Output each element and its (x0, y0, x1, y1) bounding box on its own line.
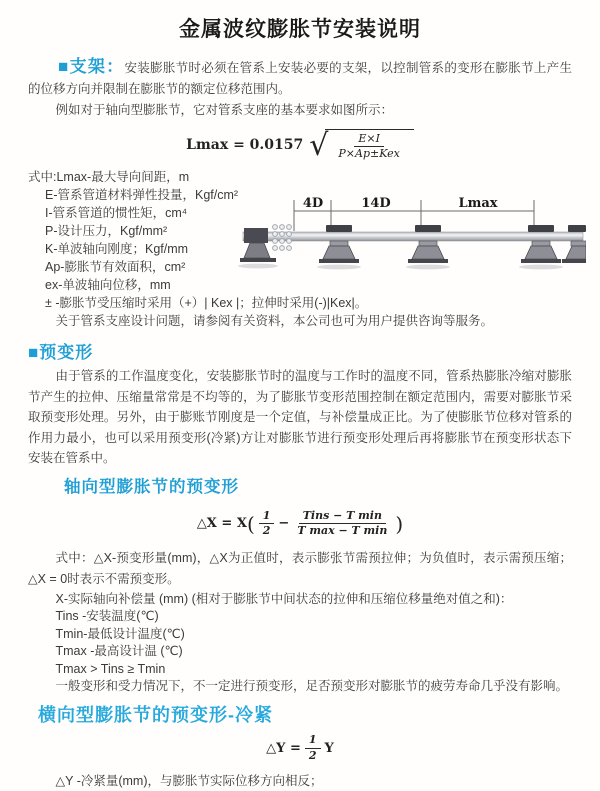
pipe-guide-support (519, 225, 563, 269)
definition-item: I-管系管道的惯性矩，cm⁴ (45, 206, 188, 220)
lmax-fraction (334, 132, 403, 162)
support-intro-paragraph (28, 56, 572, 100)
pipe-support-diagram-svg (238, 192, 586, 294)
lmax-formula-lhs: Lmax = 0.0157 (186, 137, 304, 153)
dx-formula-lhs: △X = X (196, 516, 247, 531)
axial-line: Tmax -最高设计温 (℃) (55, 644, 183, 659)
pipe-guide-support (406, 225, 450, 269)
dy-half-denominator: 2 (308, 748, 317, 762)
sqrt-radical (309, 129, 414, 162)
lmax-fraction-numerator: E×I (354, 132, 384, 147)
temp-fraction-denominator: T max − T min (297, 524, 388, 537)
axial-predeform-formula (28, 502, 572, 546)
support-note: 关于管系支座设计问题，请参阅有关资料，本公司也可为用户提供咨询等服务。 (55, 314, 494, 328)
page-title: 金属波纹膨胀节安装说明 (179, 18, 421, 41)
dx-explanation: 式中：△X-预变形量(mm)，△X为正值时，表示膨张节需预拉伸；为负值时，表示需预压缩；△X = 0时表示不需预变形。 (28, 550, 572, 586)
support-section-heading: ■支架： (58, 57, 125, 76)
axial-definition-lines (28, 591, 572, 697)
pipe-guide-support (562, 225, 586, 263)
definitions-and-diagram (28, 168, 572, 294)
support-intro-text: 安装膨胀节时必须在管系上安装必要的支架，以控制管系的变形在膨胀节上产生的位移方向并限制在膨胀节的额定位移范围内。 (28, 61, 572, 96)
axial-line: Tins -安装温度(℃) (55, 609, 159, 624)
definition-item: E-管系管道材料弹性投量，Kgf/cm² (45, 188, 239, 202)
axial-predeform-heading: 轴向型膨胀节的预变形 (64, 477, 239, 496)
dy-half-numerator: 1 (305, 733, 321, 748)
dy-definition-line: △Y -冷紧量(mm)，与膨胀节实际位移方向相反； (55, 774, 323, 789)
temp-fraction-numerator: Tins − T min (299, 509, 386, 524)
dim-label-4d: 4D (302, 196, 324, 211)
predeform-section-heading: ■预变形 (28, 343, 94, 362)
axial-line: Tmax > Tins ≥ Tmin (55, 661, 166, 676)
definition-item: ex-单波轴向位移，mm (45, 278, 171, 292)
lateral-predeform-heading: 横向型膨胀节的预变形-冷紧 (38, 705, 273, 726)
temperature-fraction (293, 509, 391, 539)
pipe-guide-support (317, 225, 361, 269)
predeform-body: 由于管系的工作温度变化，安装膨胀节时的温度与工作时的温度不同，管系热膨胀冷缩对膨胀节产生的拉伸、压缩量常常是不均等的，为了膨胀节变形范围控制在额定范围内，需要对膨胀节采取预变形处理。另外，由于膨账节刚度是一个定值，与补偿量成正比。为了使膨胀节位移对管系的作用力最小，也可以采用预变形(冷紧)方让对膨胀节进行预变形处理后再将膨胀节在预变形状态下安装在管系中。 (28, 369, 572, 465)
half-numerator: 1 (259, 509, 275, 524)
dy-formula-rhs: Y (324, 740, 334, 756)
sqrt-sign: √ (309, 128, 329, 164)
axial-line: Tmin-最低设计温度(℃) (55, 626, 185, 641)
dim-label-lmax: Lmax (458, 196, 498, 211)
sqrt-body (325, 129, 413, 162)
definition-item: P-设计压力，Kgf/mm² (45, 224, 168, 238)
definition-item: Ap-膨胀节有效面积，cm² (45, 260, 186, 274)
dy-formula-lhs: △Y = (266, 740, 301, 756)
close-paren: ) (395, 511, 404, 536)
definition-item: 式中:Lmax-最大导向间距，m (28, 170, 190, 184)
half-denominator: 2 (262, 524, 271, 537)
document-page (0, 13, 600, 791)
plus-minus-note: ± -膨胀节受压缩时采用（+）| Kex |；拉伸时采用(-)|Kex|。 (45, 296, 368, 310)
lmax-formula (28, 123, 572, 167)
pipe-support-diagram (238, 192, 586, 294)
one-half-fraction (259, 509, 275, 539)
minus-sign: − (278, 516, 290, 531)
support-example-line: 例如对于轴向型膨胀节，它对管系支座的基本要求如图所示： (55, 103, 394, 117)
dy-one-half-fraction (305, 733, 321, 763)
lateral-predeform-formula (28, 729, 572, 767)
definition-item: K-单波轴向刚度；Kgf/mm (45, 242, 189, 256)
axial-line: X-实际轴向补偿量 (mm) (相对于膨胀节中间状态的拉伸和压缩位移量绝对值之和)： (55, 591, 513, 606)
lmax-fraction-denominator: P×Ap±Kex (338, 147, 400, 160)
open-paren: ( (246, 511, 255, 536)
dim-label-14d: 14D (361, 196, 391, 211)
axial-line: 一般变形和受力情况下，不一定进行预变形，足否预变形对膨胀节的疲劳寿命几乎没有影响。 (55, 679, 569, 694)
pipe (243, 232, 583, 241)
